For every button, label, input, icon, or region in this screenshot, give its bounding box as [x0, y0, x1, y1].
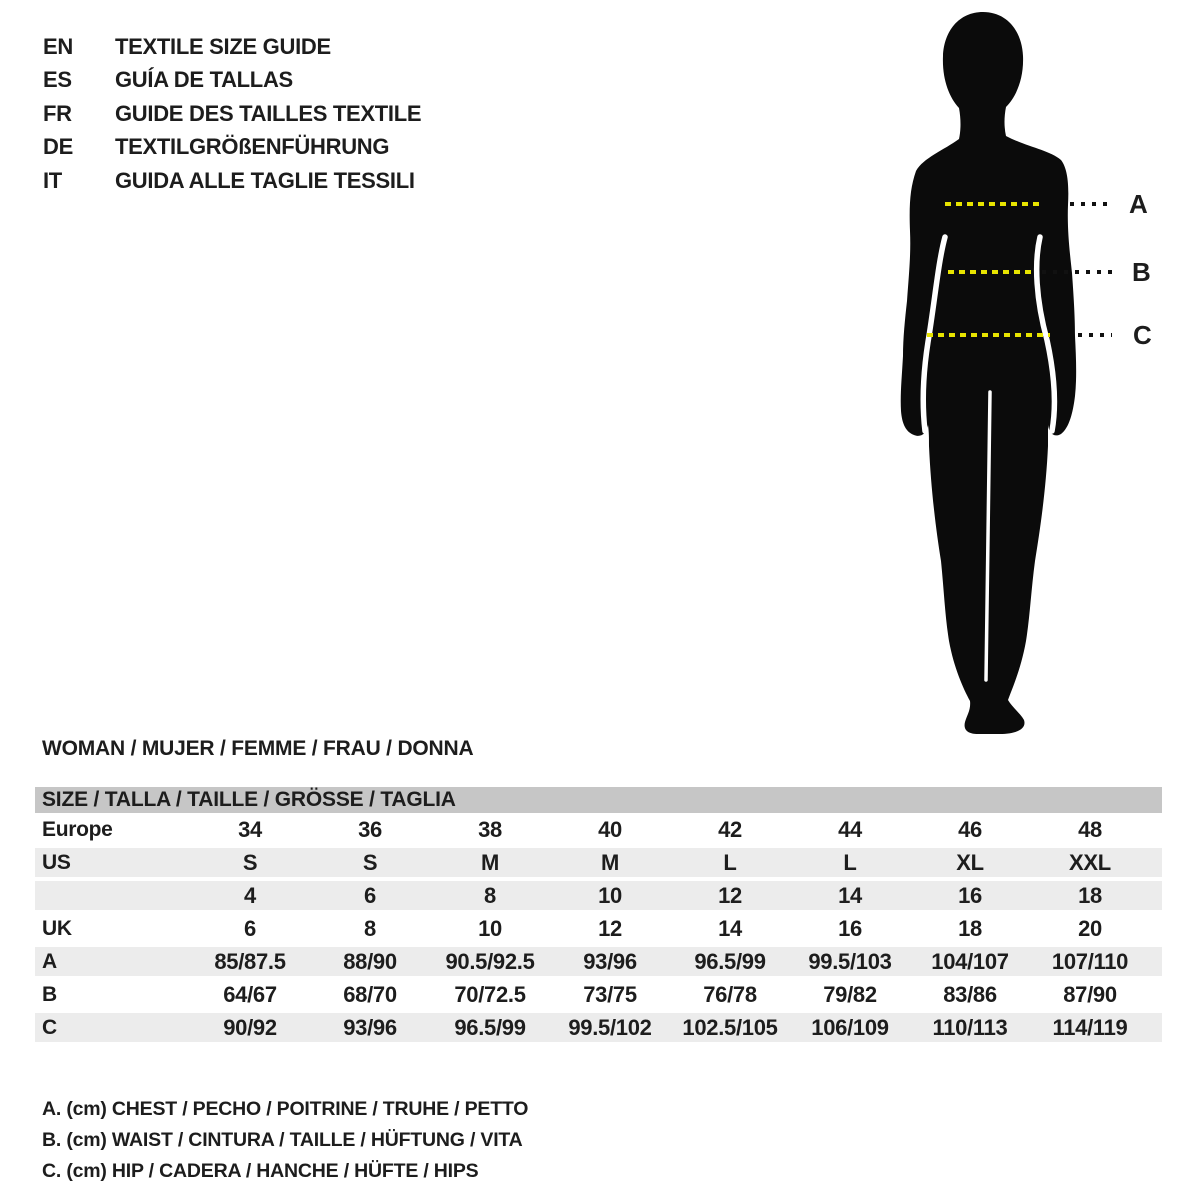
- row-label: A: [42, 949, 57, 973]
- size-cell: 12: [718, 882, 742, 908]
- size-cell: 99.5/103: [808, 948, 892, 974]
- size-cell: S: [242, 849, 258, 875]
- size-cell: 93/96: [343, 1014, 397, 1040]
- size-cell: 104/107: [931, 948, 1009, 974]
- size-table: [35, 787, 1162, 1042]
- row-label: UK: [42, 916, 72, 940]
- size-cell: 114/119: [1052, 1014, 1128, 1040]
- language-label: GUIDE DES TAILLES TEXTILE: [115, 100, 422, 126]
- language-list: [43, 30, 421, 198]
- language-code: IT: [43, 167, 62, 193]
- size-cell: XL: [956, 849, 984, 875]
- size-cell: 83/86: [943, 981, 997, 1007]
- size-cell: 76/78: [703, 981, 757, 1007]
- language-row-en: [43, 30, 421, 64]
- size-cell: 6: [244, 915, 256, 941]
- language-row-de: [43, 131, 421, 165]
- size-cell: 4: [244, 882, 256, 908]
- size-cell: 44: [838, 816, 862, 842]
- size-cell: 79/82: [823, 981, 877, 1007]
- waist-marker-label: B: [1132, 257, 1151, 287]
- chest-marker-label: A: [1129, 189, 1148, 219]
- size-cell: 12: [598, 915, 622, 941]
- size-cell: 88/90: [343, 948, 397, 974]
- hip-marker-label: C: [1133, 320, 1152, 350]
- table-row-uk: [35, 914, 1162, 943]
- language-code: FR: [43, 100, 72, 126]
- size-cell: 18: [1078, 882, 1102, 908]
- legend-line-waist: B. (cm) WAIST / CINTURA / TAILLE / HÜFTUNG / VITA: [42, 1129, 523, 1151]
- size-cell: 14: [838, 882, 862, 908]
- size-cell: 96.5/99: [694, 948, 766, 974]
- size-cell: XXL: [1069, 849, 1111, 875]
- woman-silhouette-figure: [860, 0, 1200, 750]
- row-label: B: [42, 982, 57, 1006]
- language-code: ES: [43, 67, 72, 93]
- size-cell: 8: [484, 882, 496, 908]
- legend-line-hip: C. (cm) HIP / CADERA / HANCHE / HÜFTE / HIPS: [42, 1160, 479, 1182]
- size-cell: 107/110: [1051, 948, 1129, 974]
- size-cell: L: [843, 849, 857, 875]
- size-cell: M: [480, 849, 500, 875]
- size-table-header: SIZE / TALLA / TAILLE / GRÖSSE / TAGLIA: [35, 787, 1162, 813]
- row-label: C: [42, 1015, 57, 1039]
- size-cell: 64/67: [223, 981, 277, 1007]
- language-row-fr: [43, 97, 421, 131]
- row-label: Europe: [42, 817, 113, 841]
- table-row-chest-a: [35, 947, 1162, 976]
- size-cell: 68/70: [343, 981, 397, 1007]
- language-label: GUIDA ALLE TAGLIE TESSILI: [115, 167, 415, 193]
- measurement-legend: [42, 1094, 528, 1187]
- size-cell: 48: [1078, 816, 1102, 842]
- table-row-us-numeric: [35, 881, 1162, 910]
- size-cell: 110/113: [932, 1014, 1008, 1040]
- size-cell: 14: [718, 915, 742, 941]
- size-cell: S: [362, 849, 378, 875]
- table-row-hip-c: [35, 1013, 1162, 1042]
- size-cell: 10: [478, 915, 502, 941]
- size-cell: 70/72.5: [454, 981, 526, 1007]
- size-cell: 102.5/105: [682, 1014, 778, 1040]
- size-cell: 85/87.5: [214, 948, 286, 974]
- size-cell: 8: [364, 915, 376, 941]
- language-row-it: [43, 164, 421, 198]
- size-cell: 96.5/99: [454, 1014, 526, 1040]
- language-row-es: [43, 64, 421, 98]
- size-cell: 6: [364, 882, 376, 908]
- row-label: US: [42, 850, 71, 874]
- size-cell: 38: [478, 816, 502, 842]
- size-cell: 46: [958, 816, 982, 842]
- legend-line-chest: A. (cm) CHEST / PECHO / POITRINE / TRUHE / PETTO: [42, 1098, 529, 1120]
- table-row-europe: [35, 815, 1162, 844]
- size-cell: 18: [958, 915, 982, 941]
- size-cell: 93/96: [583, 948, 637, 974]
- size-cell: 16: [958, 882, 982, 908]
- size-cell: 16: [838, 915, 862, 941]
- size-cell: 73/75: [583, 981, 637, 1007]
- size-cell: 20: [1078, 915, 1102, 941]
- language-code: DE: [43, 134, 73, 160]
- table-row-waist-b: [35, 980, 1162, 1009]
- language-code: EN: [43, 33, 73, 59]
- size-cell: 10: [598, 882, 622, 908]
- size-cell: 99.5/102: [568, 1014, 652, 1040]
- size-cell: 42: [718, 816, 742, 842]
- size-cell: 36: [358, 816, 382, 842]
- size-cell: 87/90: [1063, 981, 1117, 1007]
- language-label: GUÍA DE TALLAS: [115, 67, 293, 93]
- language-label: TEXTILE SIZE GUIDE: [115, 33, 331, 59]
- size-cell: 90.5/92.5: [445, 948, 535, 974]
- size-cell: 40: [598, 816, 622, 842]
- language-label: TEXTILGRÖßENFÜHRUNG: [115, 134, 390, 160]
- table-row-us: [35, 848, 1162, 877]
- section-title-woman: WOMAN / MUJER / FEMME / FRAU / DONNA: [42, 737, 474, 760]
- size-cell: L: [723, 849, 737, 875]
- size-cell: 106/109: [811, 1014, 889, 1040]
- size-cell: M: [600, 849, 620, 875]
- size-cell: 90/92: [223, 1014, 277, 1040]
- size-cell: 34: [238, 816, 262, 842]
